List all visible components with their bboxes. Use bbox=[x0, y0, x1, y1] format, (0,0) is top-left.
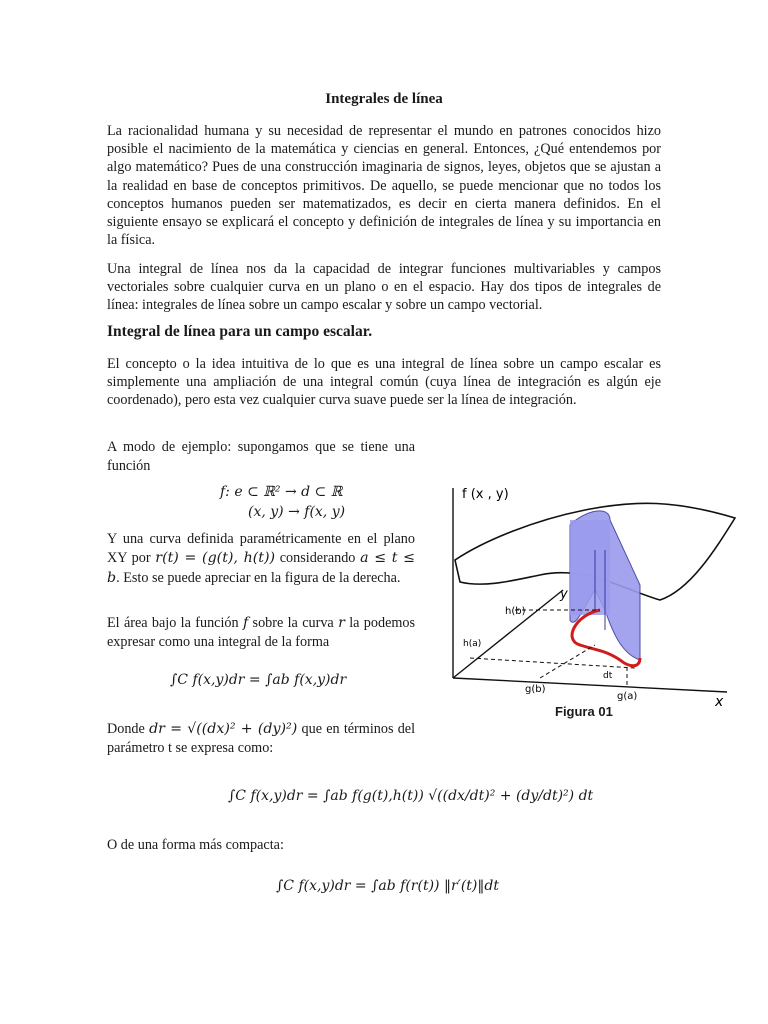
curve-text-c: . Esto se puede apreciar en la figura de la derecha. bbox=[116, 569, 401, 586]
equation-dr: dr = √((dx)² + (dy)²) bbox=[149, 721, 298, 737]
y-axis-label: y bbox=[560, 587, 568, 602]
hb-label: h(b) bbox=[505, 606, 526, 617]
equation-function-map: f: e ⊂ ℝ² → d ⊂ ℝ bbox=[220, 484, 343, 500]
symbol-r: r bbox=[338, 615, 345, 631]
section-heading: Integral de línea para un campo escalar. bbox=[107, 323, 373, 340]
symbol-f: f bbox=[242, 615, 249, 631]
dr-text-a: Donde bbox=[107, 721, 145, 737]
curtain-back bbox=[570, 520, 610, 615]
paragraph-definition: Una integral de línea nos da la capacidad de integrar funciones multivariables y campos vectoriales sobre cualquier curva en un plano o en el espacio. Hay dos tipos de integrales de línea: integrales de línea sobre un campo escalar y sobre un campo vectorial. bbox=[107, 261, 661, 314]
paragraph-concept: El concepto o la idea intuitiva de lo que es una integral de línea sobre un campo escalar es simplemente una ampliación de una integral común (cuya línea de integración es algún eje coordenado), pero esta vez cualquier curva suave puede ser la línea de integración. bbox=[107, 356, 661, 409]
paragraph-intro: La racionalidad humana y su necesidad de representar el mundo en patrones conocidos hizo posible el nacimiento de la matemática y ciencias en general. Entonces, ¿Qué entendemos por algo matemático? Pues de una construcción imaginaria de signos, leyes, objetos que se ajustan a la realidad en base de conceptos primitivos. De aquello, se puede mencionar que no todos los conceptos humanos pueden ser matematizados, es decir en cierta manera definidos. En el siguiente ensayo se explicará el concepto y definición de integrales de línea y su importancia en la física. bbox=[107, 123, 661, 249]
equation-integral-2: ∫C f(x,y)dr = ∫ab f(g(t),h(t)) √((dx/dt)² + (dy/dt)²) dt bbox=[228, 788, 594, 804]
curve-text-b: considerando bbox=[279, 550, 356, 567]
area-text-c: la podemos expresar como una integral de la forma bbox=[107, 615, 416, 651]
y-axis bbox=[453, 590, 563, 678]
curve-text-a: Y una curva definida paramétricamente en el plano XY por bbox=[107, 531, 415, 567]
paragraph-compact: O de una forma más compacta: bbox=[107, 837, 284, 853]
equation-curve: r(t) = (g(t), h(t)) bbox=[155, 550, 276, 567]
z-axis-label: f (x , y) bbox=[462, 487, 509, 502]
x-axis-label: x bbox=[715, 694, 724, 710]
x-axis bbox=[453, 678, 727, 692]
area-text-a: El área bajo la función bbox=[107, 615, 239, 631]
dt-label: dt bbox=[603, 671, 613, 681]
equation-function-pair: (x, y) → f(x, y) bbox=[248, 504, 346, 520]
ga-label: g(a) bbox=[617, 691, 638, 702]
paragraph-dr bbox=[107, 720, 415, 759]
figure-01 bbox=[445, 480, 760, 725]
paragraph-curve bbox=[107, 530, 415, 588]
equation-integral-3: ∫C f(x,y)dr = ∫ab f(r(t)) ‖r′(t)‖dt bbox=[276, 878, 499, 894]
gb-label: g(b) bbox=[525, 684, 546, 695]
area-text-b: sobre la curva bbox=[252, 615, 334, 631]
paragraph-example: A modo de ejemplo: supongamos que se tiene una función bbox=[107, 439, 415, 475]
equation-range: a ≤ t ≤ b bbox=[107, 550, 416, 586]
paragraph-area bbox=[107, 614, 415, 653]
equation-integral-1: ∫C f(x,y)dr = ∫ab f(x,y)dr bbox=[170, 672, 347, 688]
ha-label: h(a) bbox=[463, 639, 482, 649]
page-title: Integrales de línea bbox=[325, 91, 443, 107]
figure-caption: Figura 01 bbox=[555, 704, 613, 719]
dr-text-b: que en términos del parámetro t se expresa como: bbox=[107, 721, 416, 757]
